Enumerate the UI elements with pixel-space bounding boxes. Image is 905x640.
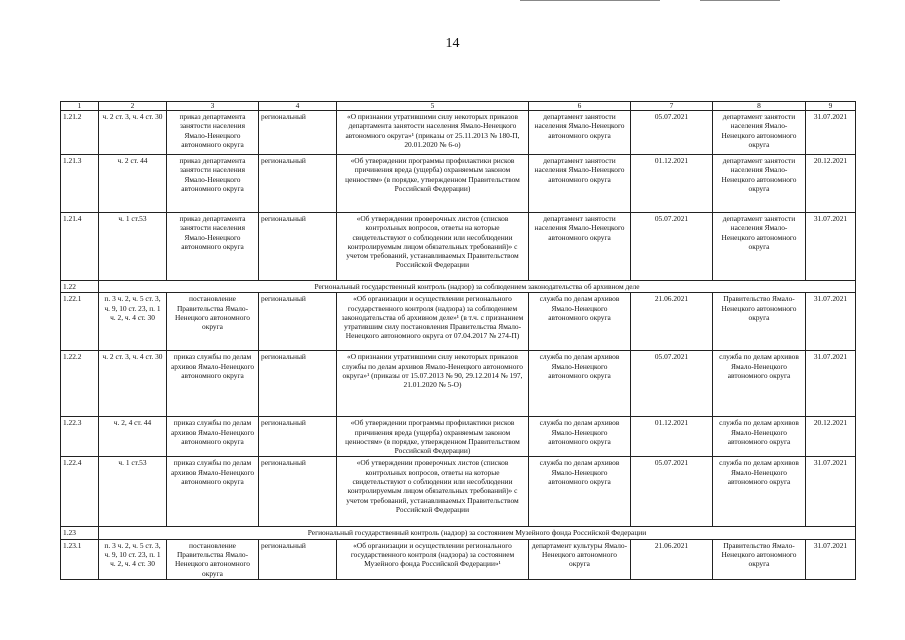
responsible-body: департамент культуры Ямало-Ненецкого автономного округа (529, 539, 631, 579)
section-number: 1.22 (61, 281, 99, 293)
act-title: «Об утверждении программы профилактики рисков причинения вреда (ущерба) охраняемым законом ценностям» (в порядке, утвержденном Правительством Российской Федерации) (337, 155, 529, 213)
act-title: «Об утверждении программы профилактики рисков причинения вреда (ущерба) охраняемым законом ценностям» (в порядке, утвержденном Правительством Российской Федерации) (337, 417, 529, 457)
legal-basis: ч. 2, 4 ст. 44 (99, 417, 167, 457)
table-row (61, 111, 856, 155)
top-scan-edge-2 (700, 0, 780, 2)
adopting-body: Правительство Ямало-Ненецкого автономного округа (713, 293, 806, 351)
act-type: приказ департамента занятости населения Ямало-Ненецкого автономного округа (167, 213, 259, 281)
act-title: «Об утверждении проверочных листов (списков контрольных вопросов, ответы на которые свидетельствуют о соблюдении или несоблюдении контролируемым лицом обязательных требований)» с учетом требований, устанавливаемых Правительством Российской Федерации (337, 213, 529, 281)
column-header: 4 (259, 102, 337, 111)
adopting-body: служба по делам архивов Ямало-Ненецкого автономного округа (713, 417, 806, 457)
act-level: региональный (259, 417, 337, 457)
adoption-date: 31.07.2021 (806, 539, 856, 579)
table-row (61, 155, 856, 213)
adoption-date: 31.07.2021 (806, 351, 856, 417)
column-header: 5 (337, 102, 529, 111)
adopting-body: департамент занятости населения Ямало-Ненецкого автономного округа (713, 111, 806, 155)
column-header: 9 (806, 102, 856, 111)
page-number: 14 (445, 36, 460, 51)
act-type: приказ службы по делам архивов Ямало-Ненецкого автономного округа (167, 457, 259, 527)
section-number: 1.23 (61, 527, 99, 539)
draft-date: 05.07.2021 (631, 111, 713, 155)
act-title: «Об организации и осуществлении регионального государственного контроля (надзора) за состоянием Музейного фонда Российской Федерации»¹ (337, 539, 529, 579)
responsible-body: служба по делам архивов Ямало-Ненецкого автономного округа (529, 457, 631, 527)
column-header: 3 (167, 102, 259, 111)
regulation-table (60, 101, 856, 580)
adopting-body: департамент занятости населения Ямало-Ненецкого автономного округа (713, 213, 806, 281)
draft-date: 01.12.2021 (631, 155, 713, 213)
act-level: региональный (259, 351, 337, 417)
adoption-date: 20.12.2021 (806, 417, 856, 457)
legal-basis: ч. 2 ст. 3, ч. 4 ст. 30 (99, 111, 167, 155)
row-number: 1.22.2 (61, 351, 99, 417)
responsible-body: служба по делам архивов Ямало-Ненецкого автономного округа (529, 293, 631, 351)
adopting-body: служба по делам архивов Ямало-Ненецкого автономного округа (713, 351, 806, 417)
row-number: 1.22.4 (61, 457, 99, 527)
column-header: 6 (529, 102, 631, 111)
top-scan-edge (520, 0, 660, 2)
draft-date: 05.07.2021 (631, 351, 713, 417)
act-title: «О признании утратившими силу некоторых приказов департамента занятости населения Ямало-Ненецкого автономного округа»¹ (приказы от 25.11.2013 № 180-П, 20.01.2020 № 6-о) (337, 111, 529, 155)
act-type: приказ департамента занятости населения Ямало-Ненецкого автономного округа (167, 155, 259, 213)
responsible-body: департамент занятости населения Ямало-Ненецкого автономного округа (529, 111, 631, 155)
legal-basis: ч. 2 ст. 3, ч. 4 ст. 30 (99, 351, 167, 417)
row-number: 1.22.3 (61, 417, 99, 457)
draft-date: 05.07.2021 (631, 457, 713, 527)
act-type: постановление Правительства Ямало-Ненецкого автономного округа (167, 539, 259, 579)
draft-date: 05.07.2021 (631, 213, 713, 281)
responsible-body: служба по делам архивов Ямало-Ненецкого автономного округа (529, 351, 631, 417)
legal-basis: ч. 1 ст.53 (99, 213, 167, 281)
responsible-body: департамент занятости населения Ямало-Ненецкого автономного округа (529, 155, 631, 213)
act-title: «Об организации и осуществлении регионального государственного контроля (надзора) за соблюдением законодательства об архивном деле»¹ (в т.ч. с признанием утратившим силу постановления Правительства Ямало-Ненецкого автономного округа от 07.04.2017 № 274-П) (337, 293, 529, 351)
section-title: Региональный государственный контроль (надзор) за состоянием Музейного фонда Российской Федерации (99, 527, 856, 539)
draft-date: 01.12.2021 (631, 417, 713, 457)
table-row (61, 417, 856, 457)
act-type: приказ департамента занятости населения Ямало-Ненецкого автономного округа (167, 111, 259, 155)
legal-basis: ч. 1 ст.53 (99, 457, 167, 527)
legal-basis: ч. 2 ст. 44 (99, 155, 167, 213)
adoption-date: 31.07.2021 (806, 293, 856, 351)
column-header: 2 (99, 102, 167, 111)
adoption-date: 31.07.2021 (806, 213, 856, 281)
row-number: 1.21.4 (61, 213, 99, 281)
adoption-date: 20.12.2021 (806, 155, 856, 213)
act-type: приказ службы по делам архивов Ямало-Ненецкого автономного округа (167, 417, 259, 457)
section-row (61, 527, 856, 539)
act-type: приказ службы по делам архивов Ямало-Ненецкого автономного округа (167, 351, 259, 417)
table-row (61, 539, 856, 579)
act-type: постановление Правительства Ямало-Ненецкого автономного округа (167, 293, 259, 351)
table-row (61, 213, 856, 281)
row-number: 1.22.1 (61, 293, 99, 351)
responsible-body: департамент занятости населения Ямало-Ненецкого автономного округа (529, 213, 631, 281)
row-number: 1.21.2 (61, 111, 99, 155)
table-row (61, 351, 856, 417)
row-number: 1.21.3 (61, 155, 99, 213)
section-row (61, 281, 856, 293)
act-level: региональный (259, 155, 337, 213)
table-row (61, 293, 856, 351)
adopting-body: служба по делам архивов Ямало-Ненецкого автономного округа (713, 457, 806, 527)
adopting-body: департамент занятости населения Ямало-Ненецкого автономного округа (713, 155, 806, 213)
act-level: региональный (259, 457, 337, 527)
legal-basis: п. 3 ч. 2, ч. 5 ст. 3, ч. 9, 10 ст. 23, п. 1 ч. 2, ч. 4 ст. 30 (99, 539, 167, 579)
adopting-body: Правительство Ямало-Ненецкого автономного округа (713, 539, 806, 579)
row-number: 1.23.1 (61, 539, 99, 579)
section-title: Региональный государственный контроль (надзор) за соблюдением законодательства об архивном деле (99, 281, 856, 293)
act-level: региональный (259, 539, 337, 579)
responsible-body: служба по делам архивов Ямало-Ненецкого автономного округа (529, 417, 631, 457)
act-title: «Об утверждении проверочных листов (списков контрольных вопросов, ответы на которые свидетельствуют о соблюдении или несоблюдении контролируемым лицом обязательных требований)» с учетом требований, устанавливаемых Правительством Российской Федерации (337, 457, 529, 527)
draft-date: 21.06.2021 (631, 539, 713, 579)
table-row (61, 457, 856, 527)
legal-basis: п. 3 ч. 2, ч. 5 ст. 3, ч. 9, 10 ст. 23, п. 1 ч. 2, ч. 4 ст. 30 (99, 293, 167, 351)
column-number-row (61, 102, 856, 111)
act-level: региональный (259, 111, 337, 155)
act-level: региональный (259, 293, 337, 351)
column-header: 7 (631, 102, 713, 111)
act-title: «О признании утратившими силу некоторых приказов службы по делам архивов Ямало-Ненецкого автономного округа»¹ (приказы от 15.07.2013 № 90, 29.12.2014 № 197, 21.01.2020 № 5-О) (337, 351, 529, 417)
column-header: 8 (713, 102, 806, 111)
act-level: региональный (259, 213, 337, 281)
adoption-date: 31.07.2021 (806, 457, 856, 527)
draft-date: 21.06.2021 (631, 293, 713, 351)
column-header: 1 (61, 102, 99, 111)
adoption-date: 31.07.2021 (806, 111, 856, 155)
